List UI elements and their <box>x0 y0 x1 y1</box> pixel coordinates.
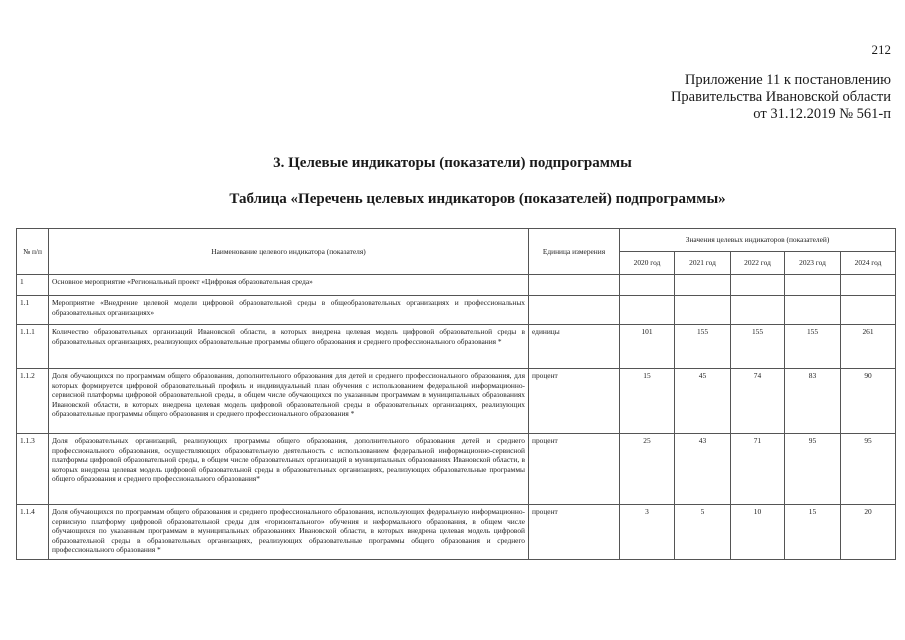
row-value: 45 <box>675 369 731 434</box>
row-unit <box>529 275 620 296</box>
row-number: 1.1.3 <box>17 434 49 505</box>
row-value: 90 <box>841 369 896 434</box>
header-name: Наименование целевого индикатора (показателя) <box>49 229 529 275</box>
row-unit: единицы <box>529 325 620 369</box>
row-value: 15 <box>620 369 675 434</box>
appendix-line-3: от 31.12.2019 № 561-п <box>753 106 891 122</box>
row-value: 83 <box>785 369 841 434</box>
header-values-group: Значения целевых индикаторов (показателей) <box>620 229 896 252</box>
section-title: 3. Целевые индикаторы (показатели) подпрограммы <box>273 155 632 171</box>
row-name: Доля обучающихся по программам общего образования и среднего профессионального образования, использующих федеральную информационно-сервисную платформу цифровой образовательной среды для «горизонтального» обучения и неформального образования, в общем числе обучающихся по указанным программам в муниципальных образованиях Ивановской области, в которых внедрена целевая модель цифровой образовательной среды в образовательных организациях, реализующих образовательные программы общего образования и среднего профессионального образования * <box>49 505 529 560</box>
row-value <box>620 275 675 296</box>
row-number: 1.1 <box>17 296 49 325</box>
row-value <box>841 275 896 296</box>
row-value: 5 <box>675 505 731 560</box>
row-value <box>675 275 731 296</box>
appendix-line-1: Приложение 11 к постановлению <box>684 72 891 88</box>
row-value: 20 <box>841 505 896 560</box>
row-value: 10 <box>731 505 785 560</box>
row-value: 43 <box>675 434 731 505</box>
table-title: Таблица «Перечень целевых индикаторов (показателей) подпрограммы» <box>229 191 726 207</box>
row-number: 1 <box>17 275 49 296</box>
appendix-line-2: Правительства Ивановской области <box>670 89 891 105</box>
row-value <box>731 296 785 325</box>
header-year: 2021 год <box>675 252 731 275</box>
row-unit: процент <box>529 369 620 434</box>
row-number: 1.1.1 <box>17 325 49 369</box>
row-value <box>731 275 785 296</box>
row-value: 155 <box>785 325 841 369</box>
table-row <box>17 275 896 296</box>
indicators-table <box>16 228 896 560</box>
row-value <box>785 275 841 296</box>
header-year: 2020 год <box>620 252 675 275</box>
row-value <box>785 296 841 325</box>
page-number: 212 <box>871 42 891 57</box>
header-year: 2024 год <box>841 252 896 275</box>
row-name: Мероприятие «Внедрение целевой модели цифровой образовательной среды в общеобразовательных организациях и профессиональных образовательных организациях» <box>49 296 529 325</box>
table-row <box>17 296 896 325</box>
header-year: 2022 год <box>731 252 785 275</box>
row-value: 15 <box>785 505 841 560</box>
row-value: 155 <box>675 325 731 369</box>
table-row <box>17 505 896 560</box>
appendix-heading <box>671 72 891 123</box>
row-value: 95 <box>785 434 841 505</box>
row-value: 155 <box>731 325 785 369</box>
row-unit: процент <box>529 505 620 560</box>
row-number: 1.1.2 <box>17 369 49 434</box>
row-value: 25 <box>620 434 675 505</box>
table-row <box>17 369 896 434</box>
row-name: Количество образовательных организаций Ивановской области, в которых внедрена целевая модель цифровой образовательной среды в образовательных организациях, реализующих образовательные программы общего образования и среднего профессионального образования * <box>49 325 529 369</box>
header-unit: Единица измерения <box>529 229 620 275</box>
row-value: 74 <box>731 369 785 434</box>
row-name: Доля образовательных организаций, реализующих программы общего образования, дополнительного образования детей и среднего профессионального образования, осуществляющих образовательную деятельность с использованием федеральной информационно-сервисной платформы цифровой образовательной среды, в общем числе образовательных организаций в муниципальных образованиях Ивановской области, в которых внедрена целевая модель цифровой образовательной среды в образовательных организациях, реализующих образовательные программы общего образования и среднего профессионального образования* <box>49 434 529 505</box>
row-value <box>675 296 731 325</box>
header-num: № п/п <box>17 229 49 275</box>
row-value: 95 <box>841 434 896 505</box>
row-name: Доля обучающихся по программам общего образования, дополнительного образования для детей и среднего профессионального образования, для которых формируется цифровой образовательный профиль и индивидуальный план обучения с использованием федеральной информационно-сервисной платформы цифровой образовательной среды, в общем числе обучающихся по указанным программам в муниципальных образованиях Ивановской области, в которых внедрена целевая модель цифровой образовательной среды в образовательных организациях, реализующих образовательные программы общего образования и среднего профессионального образования * <box>49 369 529 434</box>
row-value: 3 <box>620 505 675 560</box>
row-value: 101 <box>620 325 675 369</box>
row-value <box>620 296 675 325</box>
row-number: 1.1.4 <box>17 505 49 560</box>
table-row <box>17 325 896 369</box>
row-value: 71 <box>731 434 785 505</box>
table-row <box>17 434 896 505</box>
row-unit: процент <box>529 434 620 505</box>
header-year: 2023 год <box>785 252 841 275</box>
row-value: 261 <box>841 325 896 369</box>
row-unit <box>529 296 620 325</box>
row-value <box>841 296 896 325</box>
row-name: Основное мероприятие «Региональный проект «Цифровая образовательная среда» <box>49 275 529 296</box>
